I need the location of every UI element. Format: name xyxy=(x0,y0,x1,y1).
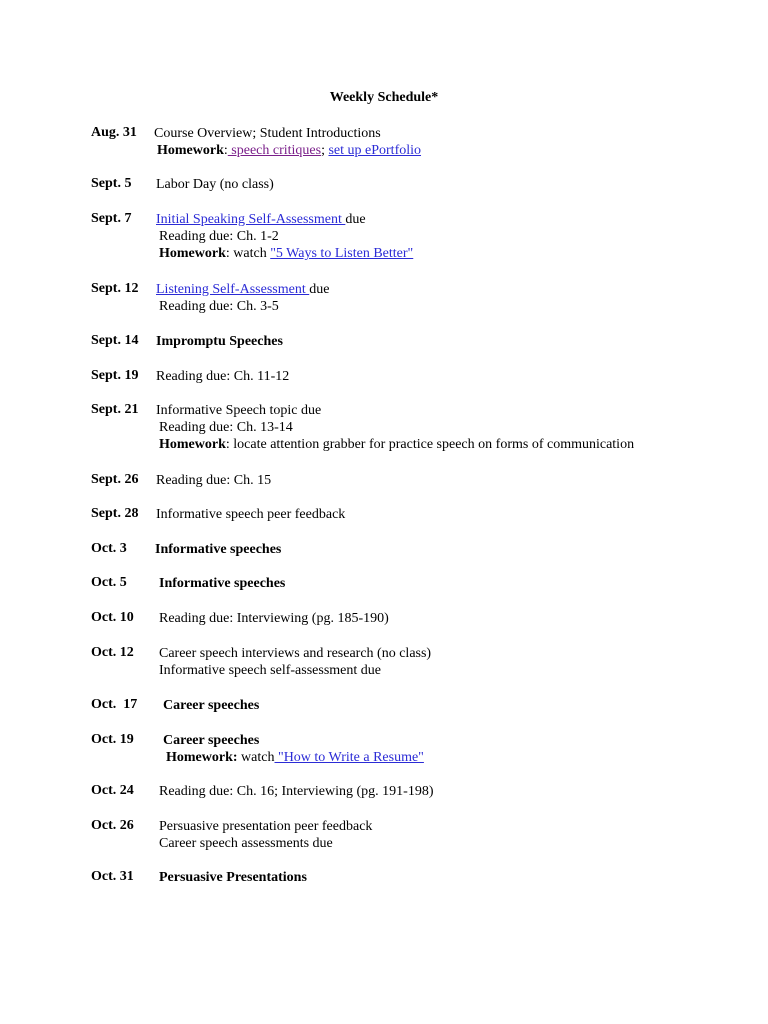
entry-date: Oct. 24 xyxy=(91,783,134,798)
reading-due: Reading due: Ch. 13-14 xyxy=(159,420,293,435)
homework-label: Homework xyxy=(159,437,226,452)
entry-topic: Reading due: Ch. 15 xyxy=(156,473,272,488)
write-resume-video-link[interactable]: "How to Write a Resume" xyxy=(274,750,424,765)
homework-label: Homework: xyxy=(166,750,238,765)
entry-date: Oct. 5 xyxy=(91,575,127,590)
entry-topic: Career speeches xyxy=(163,733,260,748)
entry-topic: due xyxy=(345,212,366,227)
listen-better-video-link[interactable]: "5 Ways to Listen Better" xyxy=(270,246,414,261)
entry-topic: Reading due: Ch. 11-12 xyxy=(156,369,290,384)
entry-date: Sept. 28 xyxy=(91,506,139,521)
entry-date: Sept. 14 xyxy=(91,333,139,348)
entry-topic: Informative speech peer feedback xyxy=(156,507,346,522)
entry-topic: Career speeches xyxy=(163,698,260,713)
entry-topic: Informative Speech topic due xyxy=(156,403,322,418)
page-title: Weekly Schedule* xyxy=(329,90,439,105)
homework-text: : locate attention grabber for practice speech on forms of communication xyxy=(225,437,635,452)
listening-self-assessment-link[interactable]: Listening Self-Assessment xyxy=(156,282,310,297)
speech-critiques-link[interactable]: speech critiques xyxy=(227,143,322,158)
entry-topic: Reading due: Interviewing (pg. 185-190) xyxy=(159,611,389,626)
entry-date: Sept. 21 xyxy=(91,402,139,417)
homework-label: Homework xyxy=(159,246,226,261)
homework-text: watch xyxy=(237,750,275,765)
entry-date: Oct. 31 xyxy=(91,869,134,884)
entry-detail: Career speech assessments due xyxy=(159,836,333,851)
entry-topic: Informative speeches xyxy=(159,576,286,591)
homework-text: : watch xyxy=(225,246,271,261)
entry-topic: Career speech interviews and research (no class) xyxy=(159,646,432,661)
reading-due: Reading due: Ch. 3-5 xyxy=(159,299,279,314)
entry-date: Sept. 7 xyxy=(91,211,132,226)
entry-topic: due xyxy=(309,282,330,297)
entry-date: Sept. 26 xyxy=(91,472,139,487)
entry-detail: Informative speech self-assessment due xyxy=(159,663,381,678)
homework-label: Homework xyxy=(157,143,224,158)
entry-date: Oct. 10 xyxy=(91,610,134,625)
entry-date: Sept. 12 xyxy=(91,281,139,296)
entry-date: Oct. 12 xyxy=(91,645,134,660)
entry-date: Sept. 19 xyxy=(91,368,139,383)
entry-topic: Course Overview; Student Introductions xyxy=(154,126,381,141)
entry-date: Oct. 26 xyxy=(91,818,134,833)
entry-topic: Persuasive presentation peer feedback xyxy=(159,819,373,834)
separator: : xyxy=(223,143,228,158)
eportfolio-link[interactable]: set up ePortfolio xyxy=(328,143,422,158)
entry-topic: Impromptu Speeches xyxy=(156,334,283,349)
entry-topic: Informative speeches xyxy=(155,542,282,557)
entry-date: Oct. 17 xyxy=(91,697,138,712)
entry-date: Aug. 31 xyxy=(91,125,137,140)
entry-date: Oct. 19 xyxy=(91,732,134,747)
entry-date: Sept. 5 xyxy=(91,176,132,191)
speaking-self-assessment-link[interactable]: Initial Speaking Self-Assessment xyxy=(156,212,346,227)
entry-topic: Labor Day (no class) xyxy=(156,177,274,192)
entry-date: Oct. 3 xyxy=(91,541,127,556)
reading-due: Reading due: Ch. 1-2 xyxy=(159,229,279,244)
entry-topic: Reading due: Ch. 16; Interviewing (pg. 191-198) xyxy=(159,784,434,799)
separator: ; xyxy=(321,143,329,158)
entry-topic: Persuasive Presentations xyxy=(159,870,307,885)
